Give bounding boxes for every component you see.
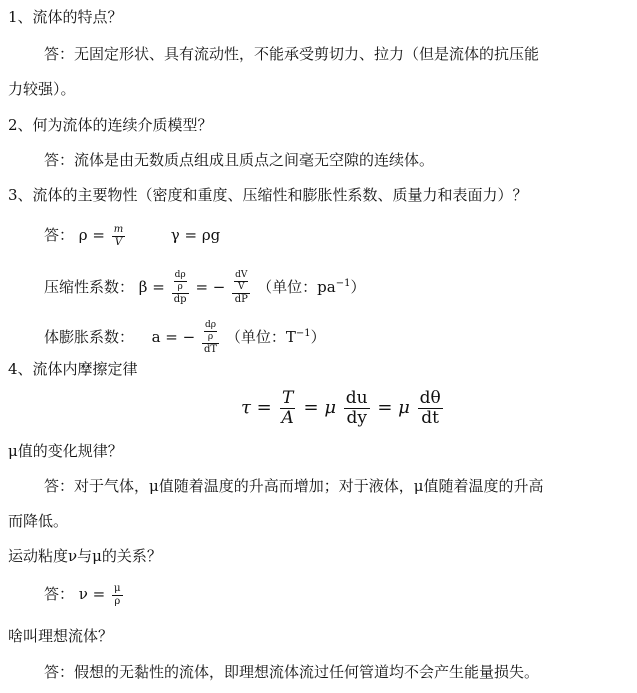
- answer-prefix: 答：: [44, 226, 75, 244]
- eq-mu-1: = μ: [303, 397, 337, 418]
- q2-answer: 答：流体是由无数质点组成且质点之间毫无空隙的连续体。: [44, 151, 435, 169]
- expand-unit: （单位：T: [225, 328, 296, 346]
- rho-denominator-nu: ρ: [114, 595, 121, 607]
- compress-denominator: dp: [173, 294, 187, 305]
- compress-equals-minus: = −: [195, 278, 226, 296]
- rho-fraction: [112, 225, 125, 248]
- q2-heading: 2、何为流体的连续介质模型？: [8, 116, 213, 134]
- q3-compressibility-formula: [44, 262, 365, 309]
- a-denominator: A: [281, 407, 294, 428]
- nu-lhs: ν =: [78, 585, 106, 603]
- q4-friction-law: [241, 385, 445, 431]
- nu-mu-formula: [44, 578, 125, 610]
- compress-fraction-1: [172, 271, 189, 305]
- rho-lhs: ρ =: [78, 226, 105, 244]
- expand-unit-exponent: −1: [295, 328, 311, 339]
- dtheta-dt-fraction: [418, 387, 443, 428]
- tau-lhs: τ =: [241, 397, 272, 418]
- ideal-heading: 啥叫理想流体？: [8, 627, 114, 645]
- compress-unit-close: ）: [350, 278, 366, 296]
- compress-fraction-2: [232, 271, 250, 305]
- ideal-answer: 答：假想的无黏性的流体，即理想流体流过任何管道均不会产生能量损失。: [44, 663, 540, 681]
- compress-num-top: dρ: [174, 270, 186, 280]
- expand-unit-close: ）: [310, 328, 326, 346]
- t-over-a-fraction: [280, 387, 296, 428]
- beta-lhs: β =: [138, 278, 165, 296]
- compress-unit: （单位：pa: [257, 278, 336, 296]
- expand-denominator: dT: [203, 344, 218, 355]
- q3-density-formula: [44, 220, 220, 250]
- expand-num-top: dρ: [204, 320, 217, 330]
- dtheta-numerator: dθ: [419, 387, 441, 408]
- expand-label: 体膨胀系数：: [44, 328, 135, 346]
- gamma-equation: γ = ρg: [170, 226, 221, 244]
- compress-num-bottom: ρ: [177, 282, 183, 292]
- compress2-num-top: dV: [235, 270, 248, 280]
- q1-answer-line1: 答：无固定形状、具有流动性，不能承受剪切力、拉力（但是流体的抗压能: [44, 45, 540, 63]
- t-numerator: T: [281, 387, 294, 408]
- expand-fraction: [202, 321, 219, 355]
- compress2-denominator: dP: [234, 294, 248, 305]
- nu-answer-prefix: 答：: [44, 585, 75, 603]
- q1-heading: 1、流体的特点？: [8, 8, 123, 26]
- du-numerator: du: [345, 387, 368, 408]
- expand-num-bottom: ρ: [207, 332, 214, 342]
- eq-mu-2: = μ: [377, 397, 410, 418]
- q1-answer-line2: 力较强）。: [8, 80, 76, 98]
- q3-expansion-formula: [44, 312, 326, 359]
- expand-lhs: a = −: [151, 328, 196, 346]
- mu-rule-heading: μ值的变化规律？: [8, 442, 123, 460]
- mu-numerator: μ: [114, 582, 121, 594]
- q3-heading: 3、流体的主要物性（密度和重度、压缩性和膨胀性系数、质量力和表面力）？: [8, 186, 528, 204]
- dt-denominator: dt: [421, 407, 440, 428]
- compress-label: 压缩性系数：: [44, 278, 135, 296]
- du-dy-fraction: [344, 387, 370, 428]
- mu-rule-answer-line1: 答：对于气体，μ值随着温度的升高而增加；对于液体，μ值随着温度的升高: [44, 477, 544, 495]
- rho-denominator: V: [114, 236, 123, 248]
- q4-heading: 4、流体内摩擦定律: [8, 360, 138, 378]
- compress2-num-bottom: V: [238, 282, 245, 292]
- mu-rule-answer-line2: 而降低。: [8, 512, 69, 530]
- mu-over-rho-fraction: [112, 584, 123, 607]
- dy-denominator: dy: [346, 407, 367, 428]
- compress-unit-exponent: −1: [335, 278, 351, 289]
- nu-mu-heading: 运动粘度ν与μ的关系？: [8, 547, 162, 565]
- rho-numerator: m: [113, 223, 124, 235]
